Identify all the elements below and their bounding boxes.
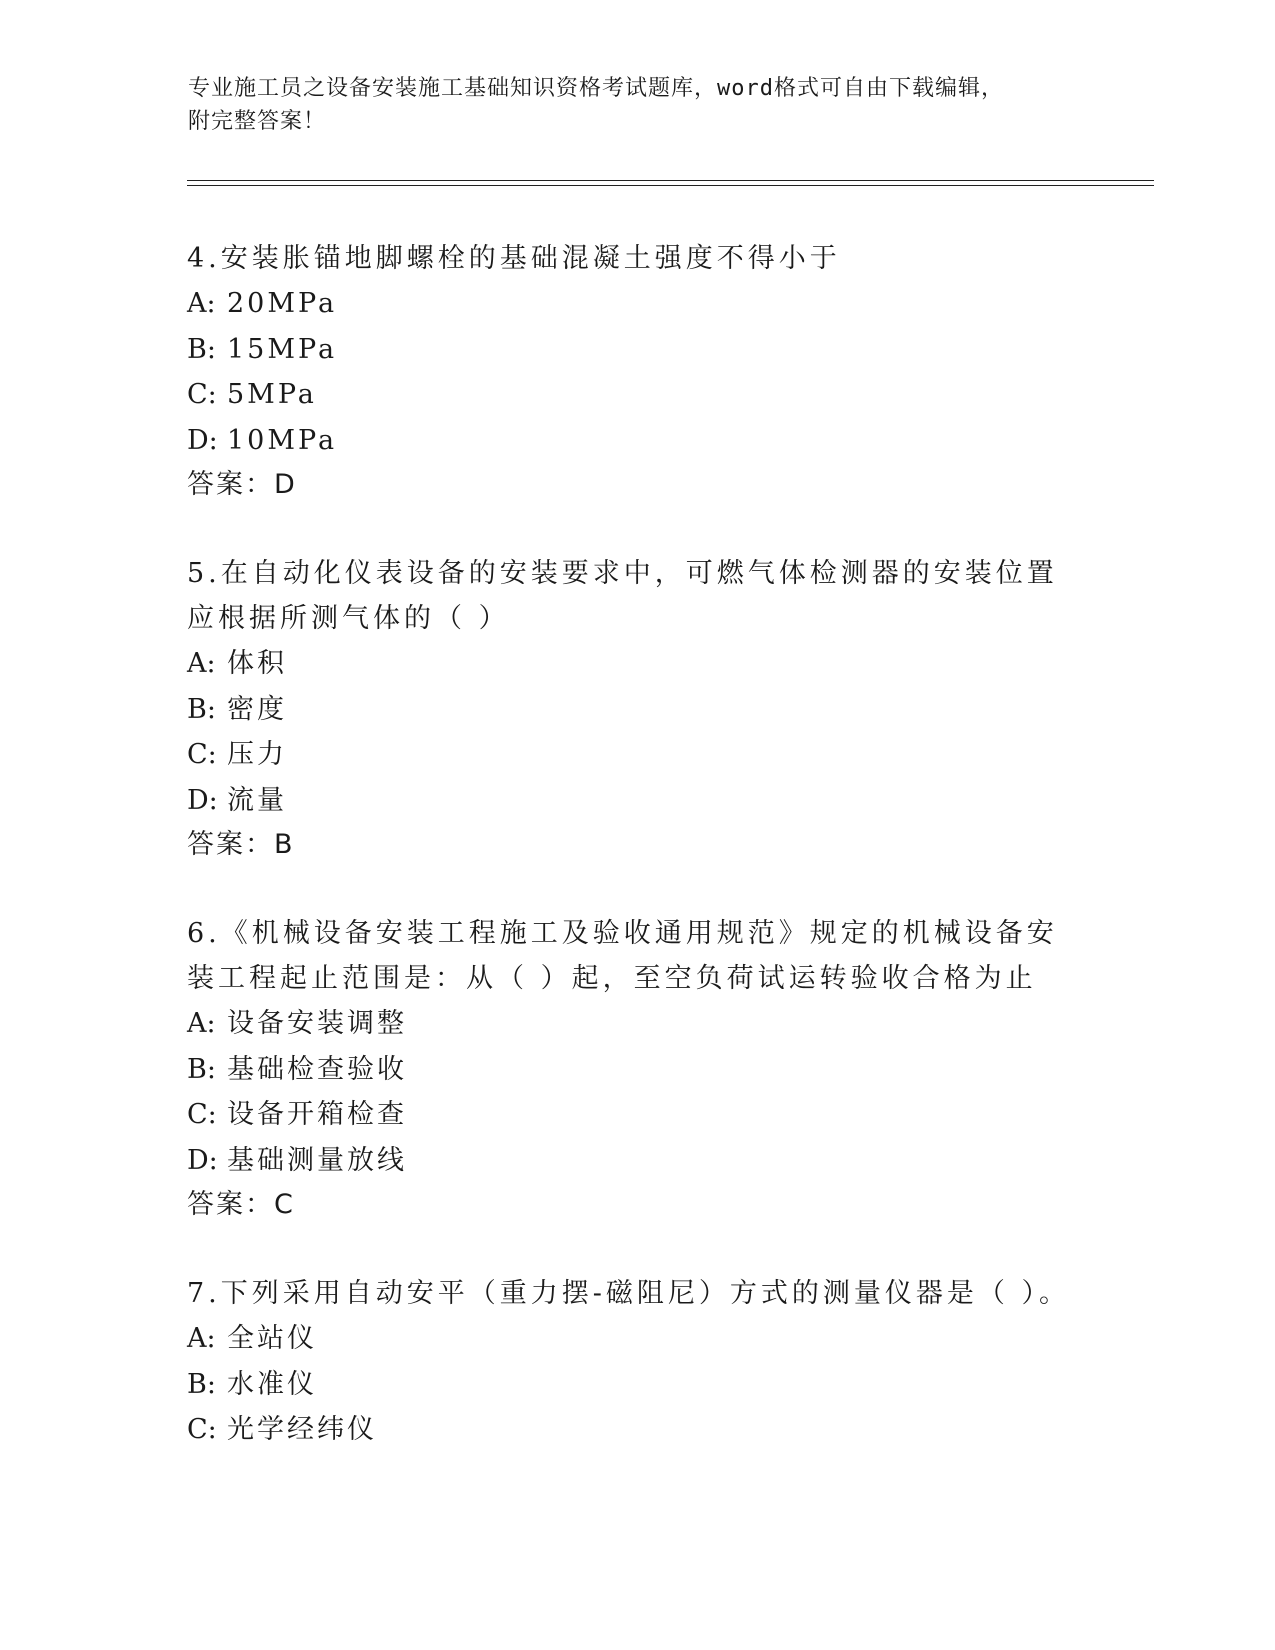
option-a — [187, 1001, 1087, 1047]
answer: 答案：D — [187, 469, 297, 500]
option-value: 10MPa — [227, 424, 338, 456]
option-a — [187, 641, 1087, 687]
option-c — [187, 1407, 1087, 1453]
header-line-1: 专业施工员之设备安装施工基础知识资格考试题库，word格式可自由下载编辑， — [188, 76, 1004, 101]
document-header — [188, 72, 1068, 138]
option-key: C: — [187, 1414, 217, 1445]
option-key: A: — [187, 1008, 216, 1039]
option-value: 压力 — [227, 739, 287, 770]
answer: 答案：B — [187, 829, 295, 860]
option-key: D: — [187, 424, 218, 456]
option-key: C: — [187, 739, 217, 770]
header-line-2: 附完整答案！ — [188, 109, 327, 134]
answer: 答案：C — [187, 1189, 295, 1220]
option-value: 基础检查验收 — [227, 1053, 407, 1085]
option-value: 全站仪 — [227, 1323, 317, 1354]
option-value: 5MPa — [227, 379, 317, 410]
option-a — [187, 1316, 1087, 1362]
option-key: A: — [187, 648, 216, 679]
option-a — [187, 281, 1087, 327]
option-value: 光学经纬仪 — [227, 1414, 377, 1445]
option-key: C: — [187, 379, 217, 410]
option-key: B: — [187, 333, 216, 365]
question-6 — [187, 911, 1087, 1227]
question-5 — [187, 551, 1087, 867]
option-value: 20MPa — [227, 288, 338, 319]
option-b — [187, 327, 1087, 373]
question-text: 7.下列采用自动安平（重力摆-磁阻尼）方式的测量仪器是（ ）。 — [187, 1278, 1070, 1309]
question-4 — [187, 236, 1087, 507]
option-value: 设备安装调整 — [227, 1008, 407, 1039]
question-list — [187, 236, 1087, 1497]
option-c — [187, 1092, 1087, 1138]
option-c — [187, 372, 1087, 418]
option-value: 15MPa — [227, 333, 338, 365]
option-value: 基础测量放线 — [227, 1144, 407, 1176]
question-text: 4.安装胀锚地脚螺栓的基础混凝土强度不得小于 — [187, 243, 841, 274]
option-d — [187, 418, 1087, 464]
option-d — [187, 778, 1087, 824]
header-divider-top — [187, 180, 1154, 181]
option-key: B: — [187, 1368, 216, 1400]
option-c — [187, 732, 1087, 778]
option-d — [187, 1138, 1087, 1184]
header-divider-bottom — [187, 185, 1154, 186]
option-key: B: — [187, 1053, 216, 1085]
option-value: 流量 — [227, 784, 287, 816]
option-value: 水准仪 — [227, 1368, 317, 1400]
option-key: C: — [187, 1099, 217, 1130]
question-text: 6.《机械设备安装工程施工及验收通用规范》规定的机械设备安装工程起止范围是：从（ ）起，至空负荷试运转验收合格为止 — [187, 918, 1058, 994]
option-key: D: — [187, 1144, 218, 1176]
option-key: D: — [187, 784, 218, 816]
option-b — [187, 1047, 1087, 1093]
option-value: 设备开箱检查 — [227, 1099, 407, 1130]
option-value: 体积 — [227, 648, 287, 679]
option-key: A: — [187, 1323, 216, 1354]
question-7 — [187, 1271, 1087, 1453]
option-b — [187, 687, 1087, 733]
option-key: B: — [187, 693, 216, 725]
option-key: A: — [187, 288, 216, 319]
question-text: 5.在自动化仪表设备的安装要求中，可燃气体检测器的安装位置应根据所测气体的（ ） — [187, 558, 1058, 634]
option-value: 密度 — [227, 693, 287, 725]
option-b — [187, 1362, 1087, 1408]
